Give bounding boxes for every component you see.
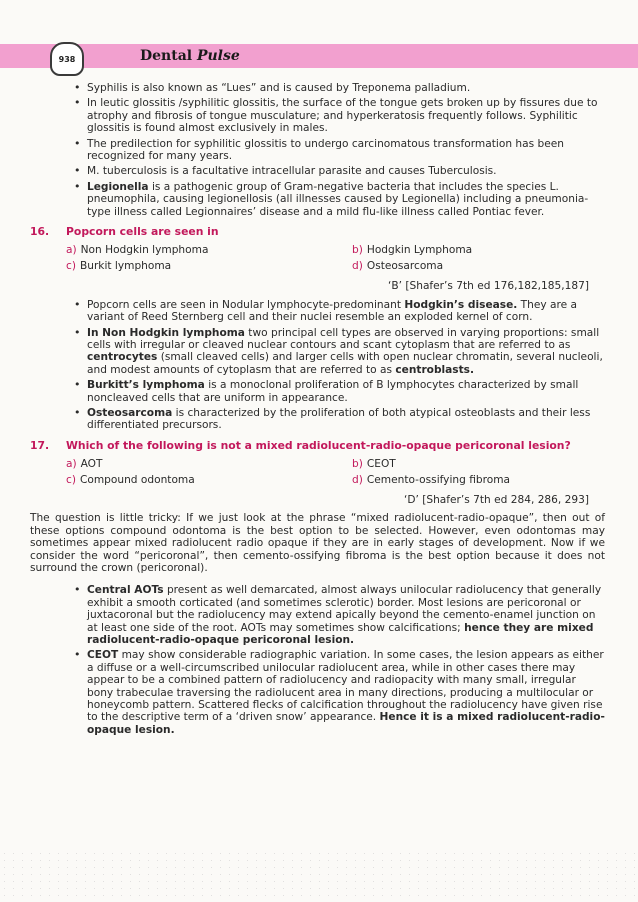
bullet-item bbox=[30, 379, 605, 404]
bullet-text: (small cleaved cells) and larger cells with open nuclear chromatin, several nucleoli, and modest amounts of cytoplasm that are referred to as bbox=[87, 351, 603, 376]
bullet-text: present as well demarcated, almost always unilocular radiolucency that generally exhibit a smooth corticated (and sometimes sclerotic) border. Most lesions are pericoronal or juxtacoronal but the radiolucency may extend apically beyond the cemento-enamel junction on at least one side of the root. AOTs may sometimes show calcifications; bbox=[87, 584, 602, 634]
option-c: c) Burkit lymphoma bbox=[66, 259, 172, 272]
option-a: a) Non Hodgkin lymphoma bbox=[66, 244, 209, 257]
scan-noise bbox=[0, 850, 638, 902]
options-17 bbox=[66, 458, 605, 486]
bullet-text: The predilection for syphilitic glossitis to undergo carcinomatous transformation has been recognized for many years. bbox=[87, 137, 564, 163]
intro-bullet-list bbox=[30, 82, 605, 218]
option-a: a) AOT bbox=[66, 458, 103, 471]
option-b: b) Hodgkin Lymphoma bbox=[352, 244, 473, 257]
bullet-text: Burkitt’s lymphoma bbox=[87, 379, 205, 392]
explanation-17-paragraph: The question is little tricky: If we just look at the phrase “mixed radiolucent-radio-opaque”, then out of these options compound odontoma is the best option to be selected. However, even odontomas may sometimes appear mixed radiolucent radio opaque if they are in early stages of development. Now if we consider the word “pericoronal”, then cemento-ossifying fibroma is the best option because it does not surround the crown (pericoronal). bbox=[30, 512, 605, 574]
bullet-text: In Non Hodgkin lymphoma bbox=[87, 326, 245, 339]
bullet-text: centrocytes bbox=[87, 351, 158, 364]
answer-17: ‘D’ [Shafer’s 7th ed 284, 286, 293] bbox=[403, 493, 589, 506]
bullet-item bbox=[30, 649, 605, 736]
answer-16: ‘B’ [Shafer’s 7th ed 176,182,185,187] bbox=[388, 280, 589, 293]
bullet-item bbox=[30, 327, 605, 377]
bullet-text: may show considerable radiographic variation. In some cases, the lesion appears as either a diffuse or a well-circumscribed unilocular radiolucent area, while in other cases there may appear to be a combined pattern of radiolucency and radiopacity with many small, irregular bony trabeculae traversing the radiolucent area in many directions, producing a multilocular or honeycomb pattern. Scattered flecks of calcification throughout the radiolucency have given rise to the descriptive term of a ‘driven snow’ appearance. bbox=[87, 649, 604, 724]
bullet-text: Syphilis is also known as “Lues” and is caused by Treponema palladium. bbox=[87, 82, 471, 94]
header-title bbox=[140, 48, 240, 64]
header-title-part1: Dental bbox=[140, 48, 193, 64]
bullet-item bbox=[30, 299, 605, 324]
bullet-item bbox=[30, 138, 605, 163]
bullet-text: two principal cell types are observed in varying proportions: small cells with irregular or cleaved nuclear contours and scant cytoplasm that are referred to as bbox=[87, 326, 600, 351]
bullet-item bbox=[30, 407, 605, 432]
bullet-item bbox=[30, 584, 605, 646]
page-content bbox=[30, 82, 605, 739]
bullet-item bbox=[30, 165, 605, 177]
option-d: d) Cemento-ossifying fibroma bbox=[352, 473, 511, 486]
bullet-item bbox=[30, 97, 605, 134]
bullet-text: Osteosarcoma bbox=[87, 406, 173, 419]
header-title-part2: Pulse bbox=[196, 48, 240, 64]
bullet-text: Central AOTs bbox=[87, 584, 164, 597]
question-text: Popcorn cells are seen in bbox=[66, 225, 219, 239]
question-number: 16. bbox=[30, 225, 50, 239]
bullet-text: M. tuberculosis is a facultative intracellular parasite and causes Tuberculosis. bbox=[87, 165, 497, 178]
bullet-item bbox=[30, 181, 605, 218]
page-number-badge bbox=[50, 42, 84, 76]
option-b: b) CEOT bbox=[352, 458, 396, 471]
bullet-text: CEOT bbox=[87, 649, 119, 662]
bullet-text: They are a variant of Reed Sternberg cell and their nuclei resemble an exploded kernel of corn. bbox=[87, 298, 577, 324]
bullet-text: Hence it is a mixed radiolucent-radio-opaque lesion. bbox=[87, 711, 605, 736]
question-16 bbox=[30, 226, 605, 238]
question-number: 17. bbox=[30, 438, 50, 452]
option-c: c) Compound odontoma bbox=[66, 473, 195, 486]
bullet-text: is characterized by the proliferation of both atypical osteoblasts and their less differentiated precursors. bbox=[87, 406, 591, 432]
bullet-text: is a monoclonal proliferation of B lymphocytes characterized by small noncleaved cells that are uniform in appearance. bbox=[87, 379, 579, 404]
bullet-text: centroblasts. bbox=[395, 363, 475, 376]
bullet-text: In leutic glossitis /syphilitic glossitis, the surface of the tongue gets broken up by fissures due to atrophy and fibrosis of tongue musculature; and hyperkeratosis frequently follows. Syphilitic glossitis is found almost exclusively in males. bbox=[87, 97, 598, 135]
bullet-text: hence they are mixed radiolucent-radio-opaque pericoronal lesion. bbox=[87, 621, 594, 647]
bullet-text: Hodgkin’s disease. bbox=[404, 298, 518, 311]
options-16 bbox=[66, 244, 605, 272]
bullet-text: is a pathogenic group of Gram-negative bacteria that includes the species L. pneumophila, causing legionellosis (all illnesses caused by Legionella) including a pneumonia-type illness called Legionnaires’ disease and a mild flu-like illness called Pontiac fever. bbox=[87, 180, 589, 218]
page-number: 938 bbox=[58, 54, 76, 64]
explanation-16-list bbox=[30, 299, 605, 432]
bullet-text: Legionella bbox=[87, 180, 149, 193]
question-17 bbox=[30, 440, 605, 452]
bullet-text: Popcorn cells are seen in Nodular lymphocyte-predominant bbox=[87, 298, 405, 311]
bullet-item bbox=[30, 82, 605, 94]
header-band bbox=[0, 44, 638, 68]
option-d: d) Osteosarcoma bbox=[352, 259, 444, 272]
question-text: Which of the following is not a mixed radiolucent-radio-opaque pericoronal lesion? bbox=[66, 438, 571, 452]
explanation-17-list bbox=[30, 584, 605, 736]
